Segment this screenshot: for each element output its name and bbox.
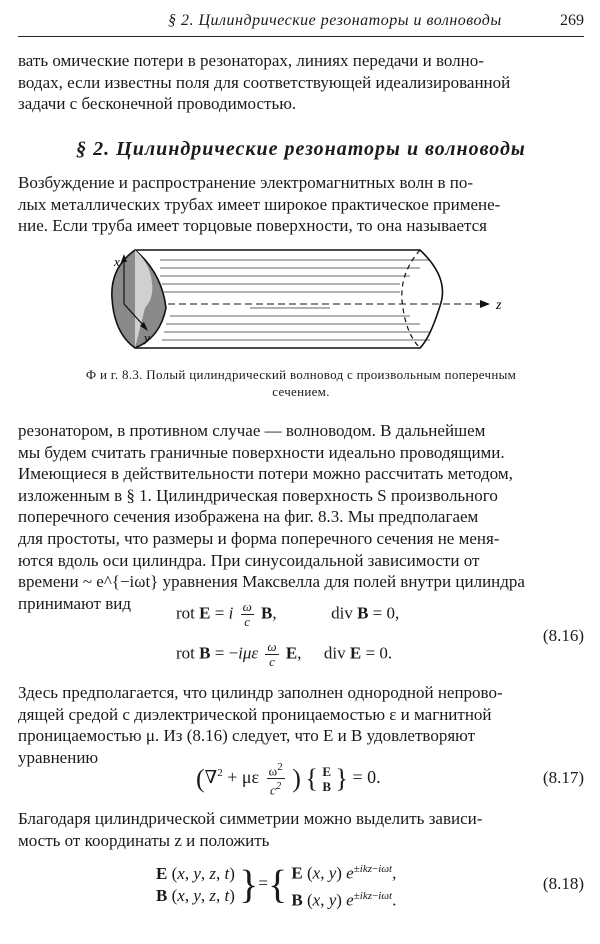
text-line: лых металлических трубах имеет широкое практическое примене-	[18, 194, 501, 214]
text-line: уравнению	[18, 747, 99, 767]
text-line: изложенным в § 1. Цилиндрическая поверхность S произвольного	[18, 485, 498, 505]
equation-number-8-18: (8.18)	[542, 874, 584, 893]
page-number: 269	[560, 12, 584, 29]
equation-8-16-line-1: rot E = i $\frac{\omega}{c}$ B, div B = 0,	[176, 599, 400, 629]
text-line: ются вдоль оси цилиндра. При синусоидальной зависимости от	[18, 550, 480, 570]
paragraph-symmetry	[18, 808, 584, 851]
z-label: z	[496, 298, 502, 313]
text-line: Благодаря цилиндрической симметрии можно выделить зависи-	[18, 809, 483, 828]
text-line: резонатором, в противном случае — волноводом. В дальнейшем	[18, 421, 486, 440]
text-line: времени ~ e^{−iωt} уравнения Максвелла для полей внутри цилиндра	[18, 572, 525, 592]
paragraph-excitation	[18, 172, 584, 237]
text-line: Имеющиеся в действительности потери можно рассчитать методом,	[18, 464, 513, 484]
equation-number-8-17: (8.17)	[542, 768, 584, 787]
figure-caption	[18, 366, 584, 400]
paragraph-resonator	[18, 420, 584, 614]
text-line: дящей средой с диэлектрической проницаемостью ε и магнитной	[18, 704, 492, 724]
equation-8-17: (∇$^2$ + με $\frac{\omega^2}{c^2}$ ) { E B } = 0.	[196, 761, 381, 798]
waveguide-figure	[100, 238, 510, 363]
equation-number-8-16: (8.16)	[542, 626, 584, 645]
text-line: мость от координаты z и положить	[18, 830, 270, 850]
caption-line: сечением.	[272, 384, 330, 399]
paragraph-medium	[18, 682, 584, 768]
x-label: x	[114, 254, 120, 269]
text-line: принимают вид	[18, 593, 132, 613]
z-axis-arrow	[480, 300, 490, 308]
running-head: § 2. Цилиндрические резонаторы и волноводы	[168, 12, 502, 29]
equation-8-16-line-2: rot B = −iμε $\frac{\omega}{c}$ E, div E = 0.	[176, 639, 393, 669]
text-line: для простоты, что размеры и форма поперечного сечения не меня-	[18, 528, 500, 548]
hatching	[160, 260, 430, 340]
text-line: вать омические потери в резонаторах, линиях передачи и волно-	[18, 51, 484, 70]
right-end-dashed	[402, 250, 420, 348]
text-line: водах, если известны поля для соответствующей идеализированной	[18, 72, 511, 92]
text-line: проницаемостью μ. Из (8.16) следует, что E и B удовлетворяют	[18, 726, 476, 746]
equation-8-18: E (x, y, z, t) B (x, y, z, t) }={ E (x, y) $e^{\pm ikz-i\omega t}$, B (x, y) $e^{\pm ikz-i\omega t}$.	[156, 861, 397, 910]
waveguide-drawing	[100, 238, 510, 358]
text-line: ние. Если труба имеет торцовые поверхности, то она называется	[18, 216, 487, 236]
cylinder-outline	[135, 250, 443, 348]
text-line: мы будем считать граничные поверхности идеально проводящими.	[18, 442, 505, 462]
text-line: Здесь предполагается, что цилиндр заполнен однородной непрово-	[18, 683, 503, 702]
text-line: поперечного сечения изображена на фиг. 8.3. Мы предполагаем	[18, 507, 479, 527]
paragraph-intro	[18, 50, 584, 115]
text-line: задачи с бесконечной проводимостью.	[18, 94, 297, 114]
section-title: § 2. Цилиндрические резонаторы и волноводы	[76, 138, 526, 160]
header-rule	[18, 36, 584, 37]
caption-line: Ф и г. 8.3. Полый цилиндрический волновод с произвольным поперечным	[85, 367, 517, 382]
text-line: Возбуждение и распространение электромагнитных волн в по-	[18, 173, 474, 192]
running-header	[18, 6, 584, 32]
y-label: y	[144, 330, 150, 345]
